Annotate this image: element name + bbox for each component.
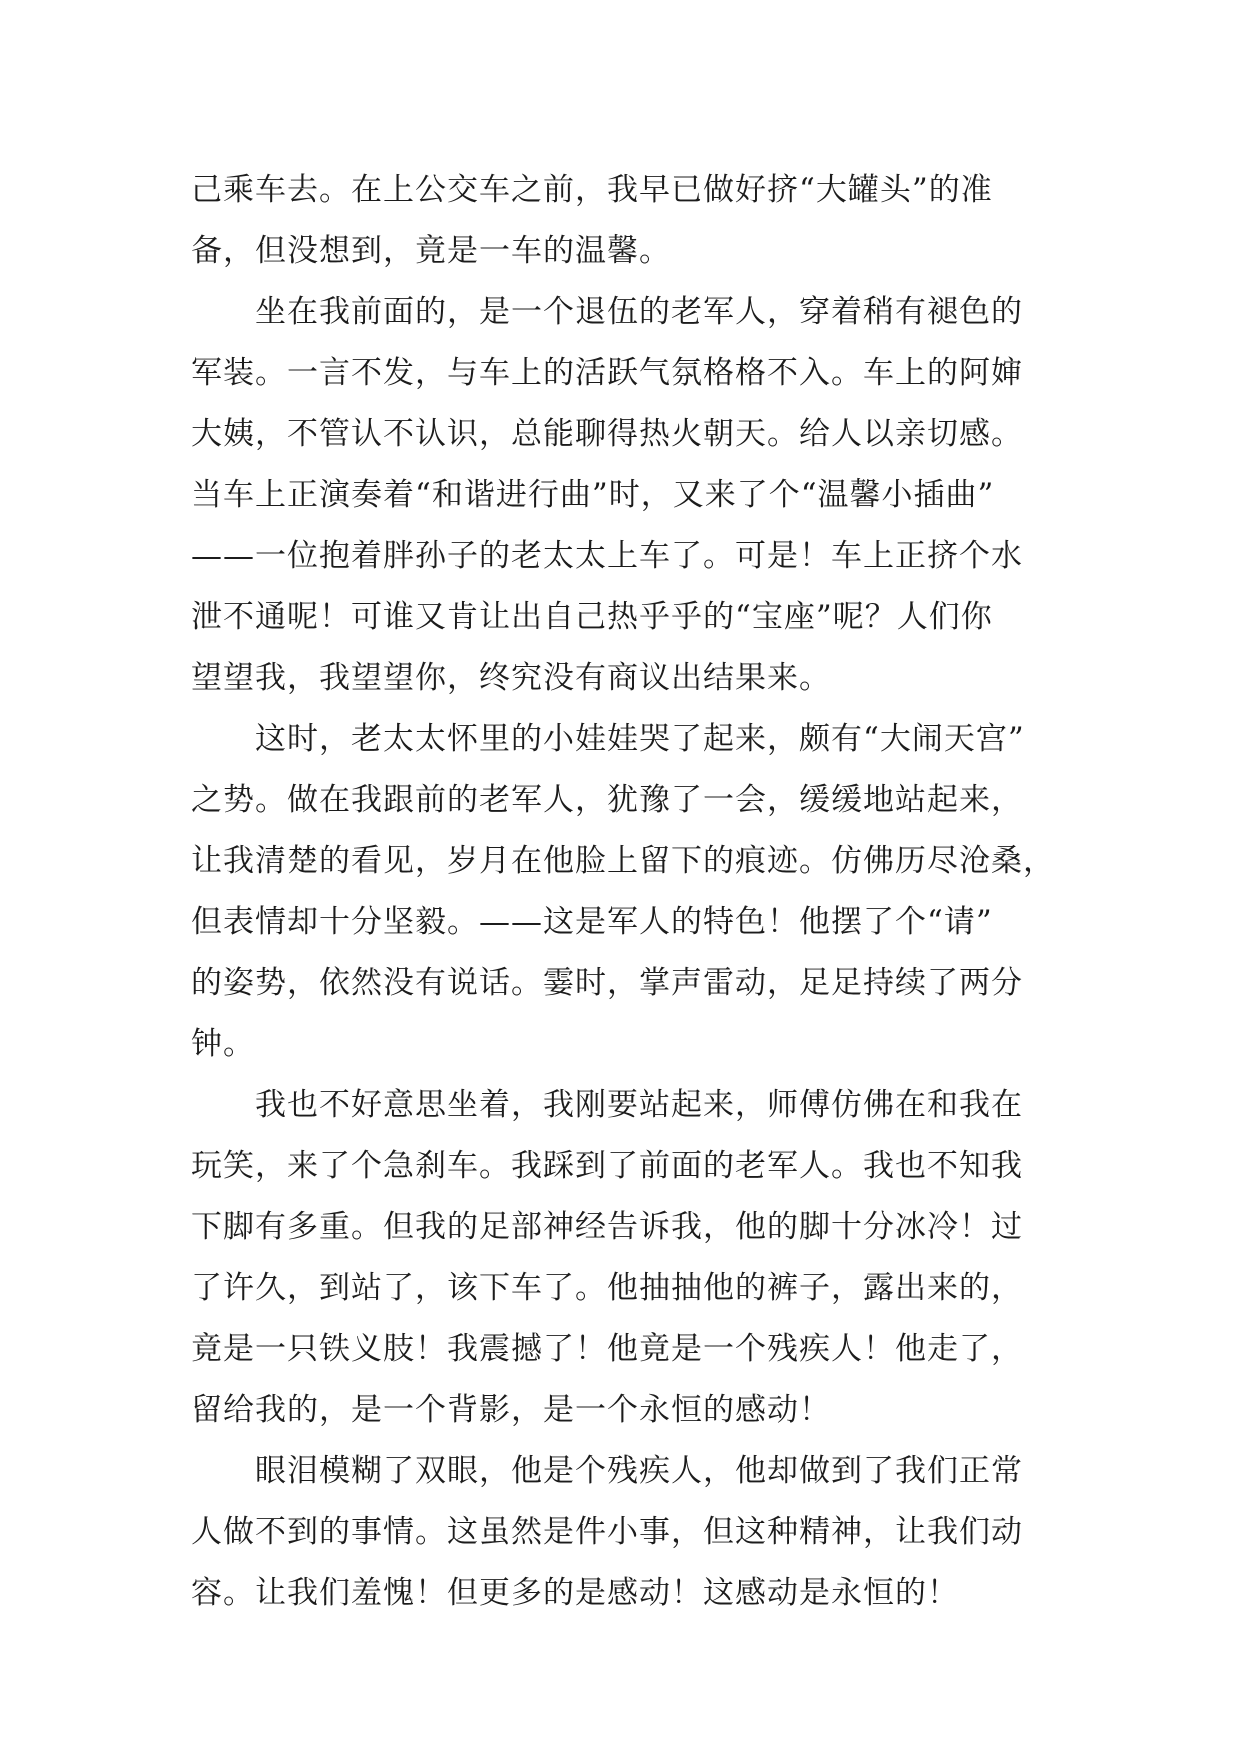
paragraph-first-line: 这时，老太太怀里的小娃娃哭了起来，颇有“大闹天宫” bbox=[255, 721, 1025, 757]
text-line: 己乘车去。在上公交车之前，我早已做好挤“大罐头”的准 bbox=[191, 172, 993, 208]
text-line: 下脚有多重。但我的足部神经告诉我，他的脚十分冰冷！过 bbox=[191, 1209, 1023, 1245]
paragraph-first-line: 坐在我前面的，是一个退伍的老军人，穿着稍有褪色的 bbox=[255, 294, 1023, 330]
text-line: ——一位抱着胖孙子的老太太上车了。可是！车上正挤个水 bbox=[191, 538, 1023, 574]
text-line: 了许久，到站了，该下车了。他抽抽他的裤子，露出来的， bbox=[191, 1270, 1023, 1306]
text-line: 当车上正演奏着“和谐进行曲”时，又来了个“温馨小插曲” bbox=[191, 477, 995, 513]
paragraph-first-line: 眼泪模糊了双眼，他是个残疾人，他却做到了我们正常 bbox=[255, 1453, 1023, 1489]
text-line: 但表情却十分坚毅。——这是军人的特色！他摆了个“请” bbox=[191, 904, 993, 940]
text-line: 大姨，不管认不认识，总能聊得热火朝天。给人以亲切感。 bbox=[191, 416, 1023, 452]
text-line: 备，但没想到，竟是一车的温馨。 bbox=[191, 233, 671, 269]
text-line: 军装。一言不发，与车上的活跃气氛格格不入。车上的阿婶 bbox=[191, 355, 1023, 391]
text-line: 望望我，我望望你，终究没有商议出结果来。 bbox=[191, 660, 831, 696]
text-line: 让我清楚的看见，岁月在他脸上留下的痕迹。仿佛历尽沧桑， bbox=[191, 843, 1055, 879]
text-line: 泄不通呢！可谁又肯让出自己热乎乎的“宝座”呢？人们你 bbox=[191, 599, 993, 635]
text-line: 之势。做在我跟前的老军人，犹豫了一会，缓缓地站起来， bbox=[191, 782, 1023, 818]
text-line: 竟是一只铁义肢！我震撼了！他竟是一个残疾人！他走了， bbox=[191, 1331, 1023, 1367]
text-line: 的姿势，依然没有说话。霎时，掌声雷动，足足持续了两分 bbox=[191, 965, 1023, 1001]
text-line: 钟。 bbox=[191, 1026, 255, 1062]
article-body bbox=[191, 160, 1061, 1624]
text-line: 留给我的，是一个背影，是一个永恒的感动！ bbox=[191, 1392, 831, 1428]
text-line: 容。让我们羞愧！但更多的是感动！这感动是永恒的！ bbox=[191, 1575, 959, 1611]
text-line: 玩笑，来了个急刹车。我踩到了前面的老军人。我也不知我 bbox=[191, 1148, 1023, 1184]
text-line: 人做不到的事情。这虽然是件小事，但这种精神，让我们动 bbox=[191, 1514, 1023, 1550]
paragraph-first-line: 我也不好意思坐着，我刚要站起来，师傅仿佛在和我在 bbox=[255, 1087, 1023, 1123]
